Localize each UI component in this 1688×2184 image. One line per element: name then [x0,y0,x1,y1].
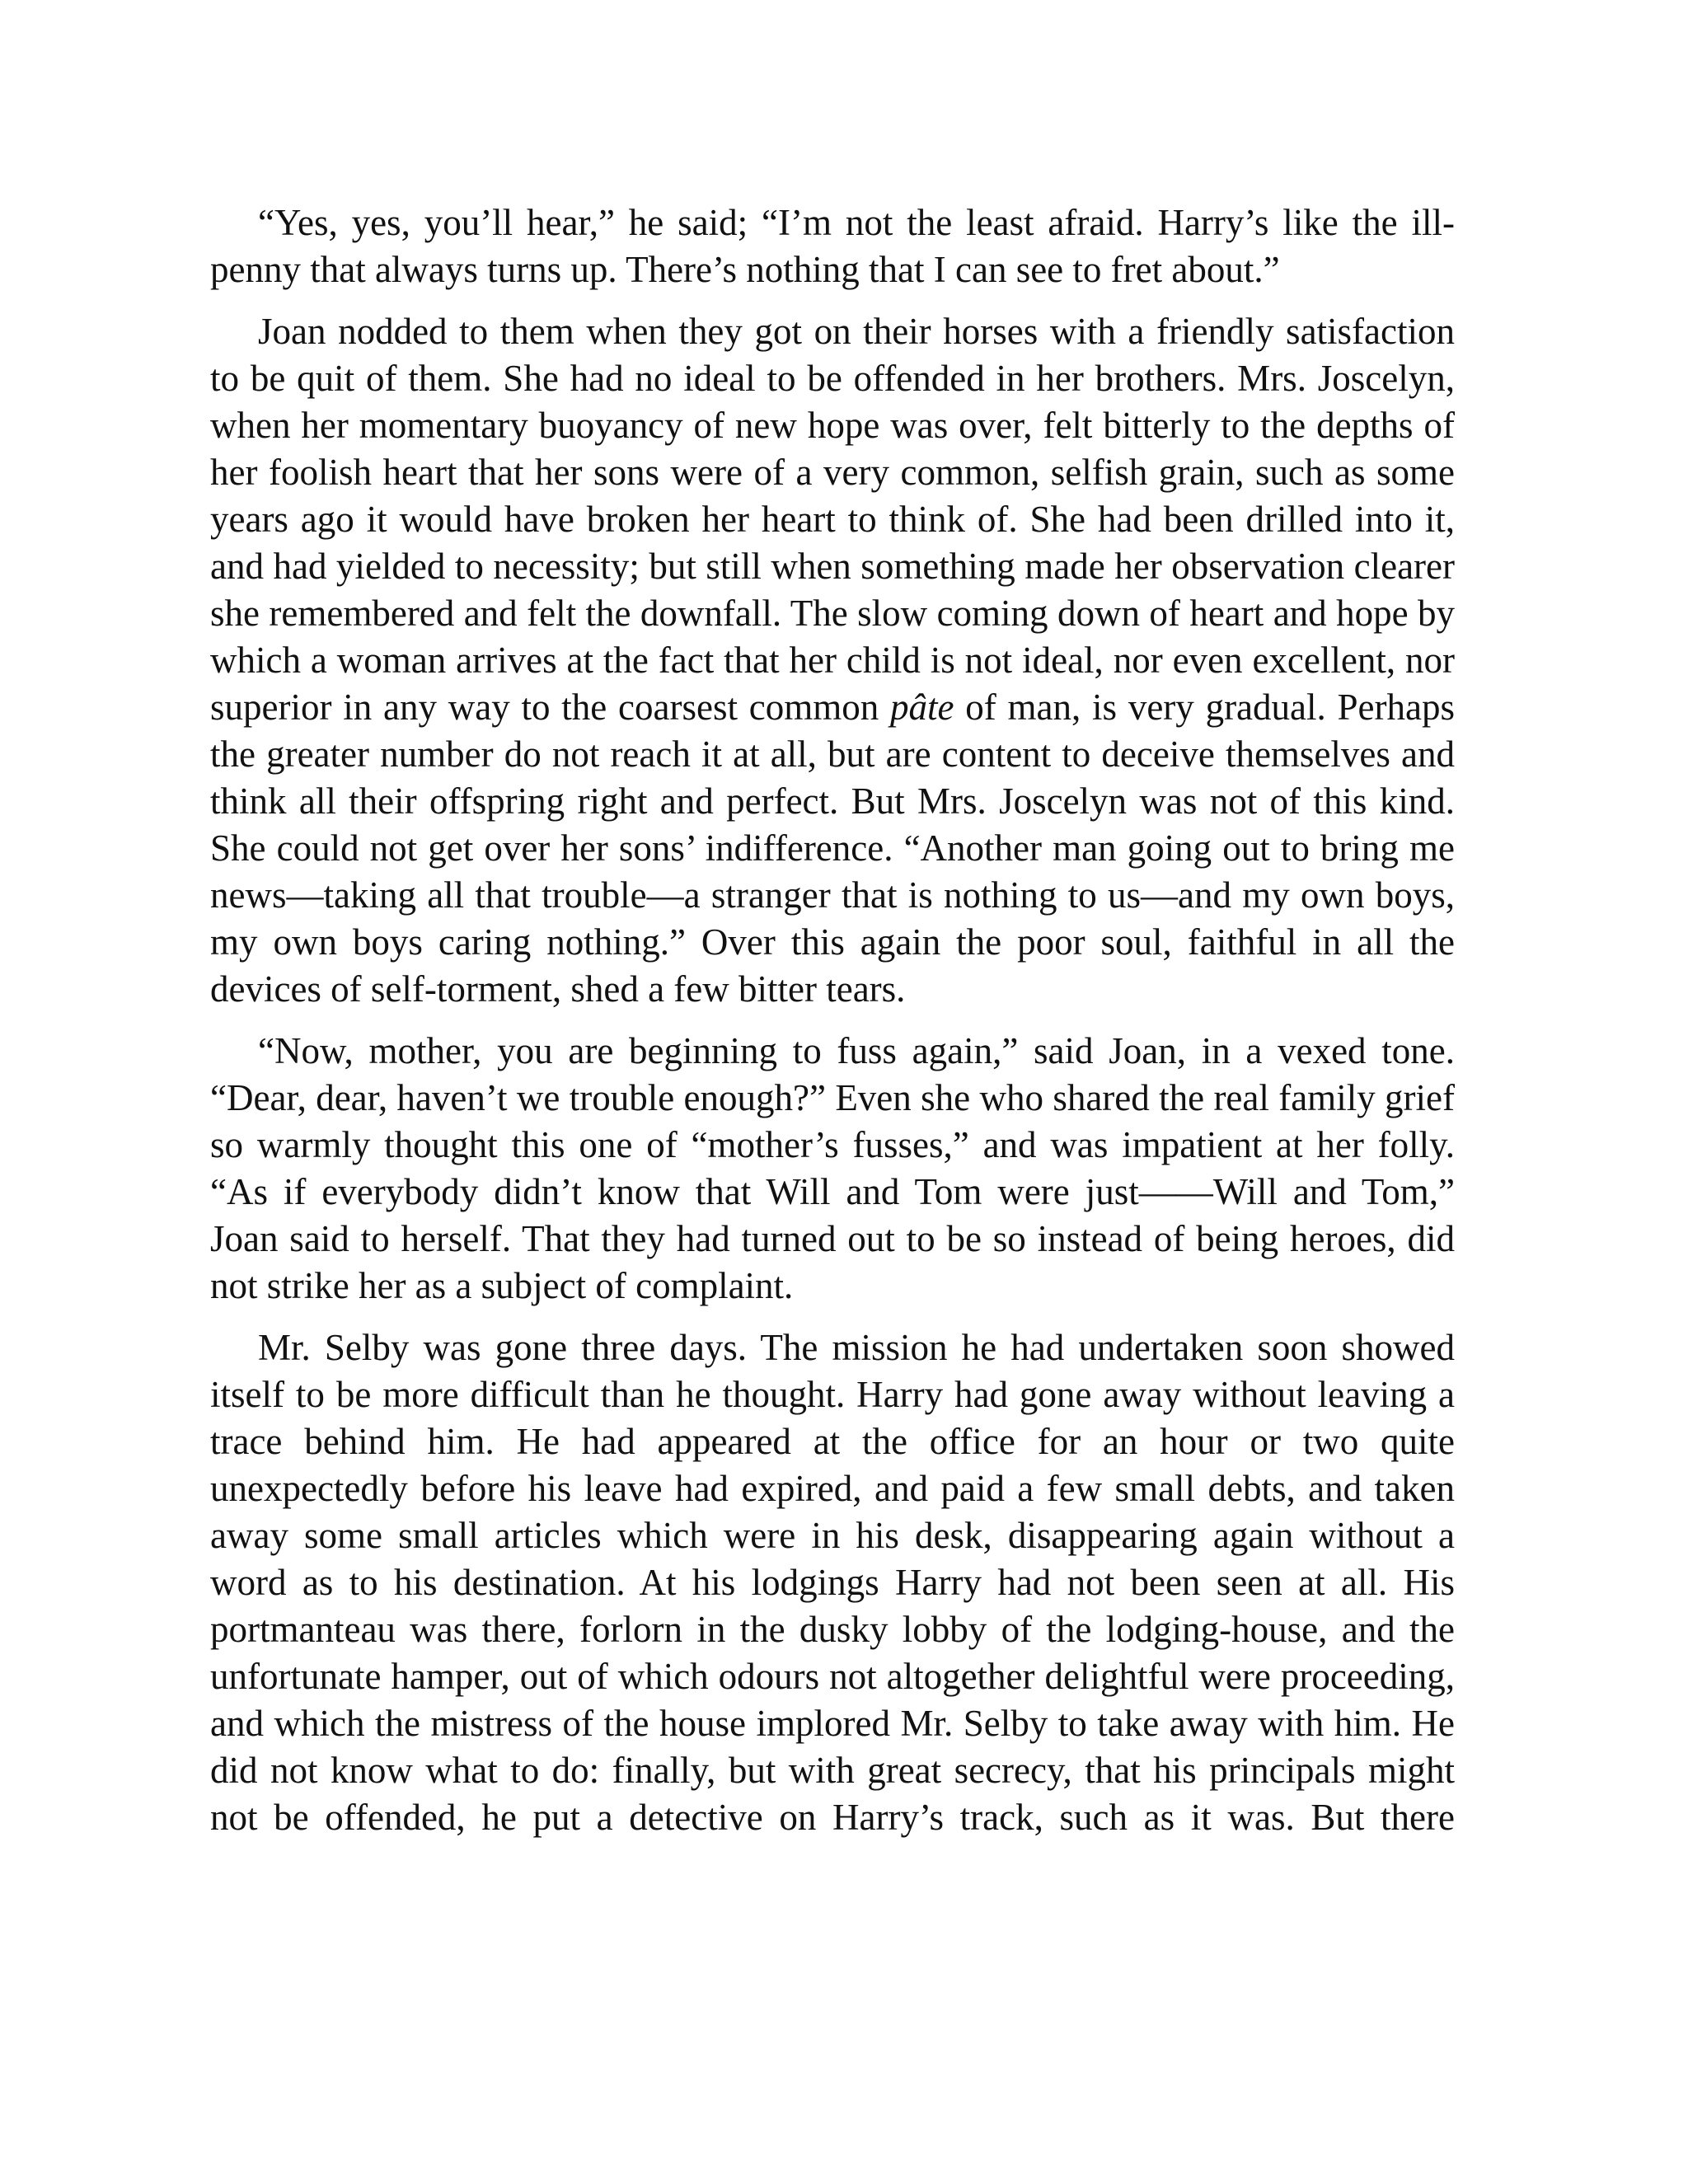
italic-text: pâte [890,687,954,728]
paragraph [210,199,1455,293]
text-run: “Now, mother, you are beginning to fuss again,” said Joan, in a vexed tone. “Dear, dear, haven’t we trouble enough?” Even she who shared the real family grief so warmly thought this one of “mother’s fusses,” and was impatient at her folly. “As if everybody didn’t know that Will and Tom were just——Will and Tom,” Joan said to herself. That they had turned out to be so instead of being heroes, did not strike her as a subject of complaint. [210,1030,1455,1306]
page-body [210,199,1455,1841]
text-run: “Yes, yes, you’ll hear,” he said; “I’m not the least afraid. Harry’s like the ill-penny that always turns up. There’s nothing that I can see to fret about.” [210,202,1455,290]
text-run: Mr. Selby was gone three days. The mission he had undertaken soon showed itself to be more difficult than he thought. Harry had gone away without leaving a trace behind him. He had appeared at the office for an hour or two quite unexpectedly before his leave had expired, and paid a few small debts, and taken away some small articles which were in his desk, disappearing again without a word as to his destination. At his lodgings Harry had not been seen at all. His portmanteau was there, forlorn in the dusky lobby of the lodging-house, and the unfortunate hamper, out of which odours not altogether delightful were proceeding, and which the mistress of the house implored Mr. Selby to take away with him. He did not know what to do: finally, but with great secrecy, that his principals might not be offended, he put a detective on Harry’s track, such as it was. But there [210,1327,1455,1838]
text-run: of man, is very gradual. Perhaps the greater number do not reach it at all, but are content to deceive themselves and think all their offspring right and perfect. But Mrs. Joscelyn was not of this kind. She could not get over her sons’ indifference. “Another man going out to bring me news—taking all that trouble—a stranger that is nothing to us—and my own boys, my own boys caring nothing.” Over this again the poor soul, faithful in all the devices of self-torment, shed a few bitter tears. [210,687,1455,1010]
text-run: Joan nodded to them when they got on their horses with a friendly satisfaction to be quit of them. She had no ideal to be offended in her brothers. Mrs. Joscelyn, when her momentary buoyancy of new hope was over, felt bitterly to the depths of her foolish heart that her sons were of a very common, selfish grain, such as some years ago it would have broken her heart to think of. She had been drilled into it, and had yielded to necessity; but still when something made her observation clearer she remembered and felt the downfall. The slow coming down of heart and hope by which a woman arrives at the fact that her child is not ideal, nor even excellent, nor superior in any way to the coarsest common [210,311,1455,728]
paragraph [210,1324,1455,1841]
paragraph [210,308,1455,1013]
paragraph [210,1028,1455,1310]
